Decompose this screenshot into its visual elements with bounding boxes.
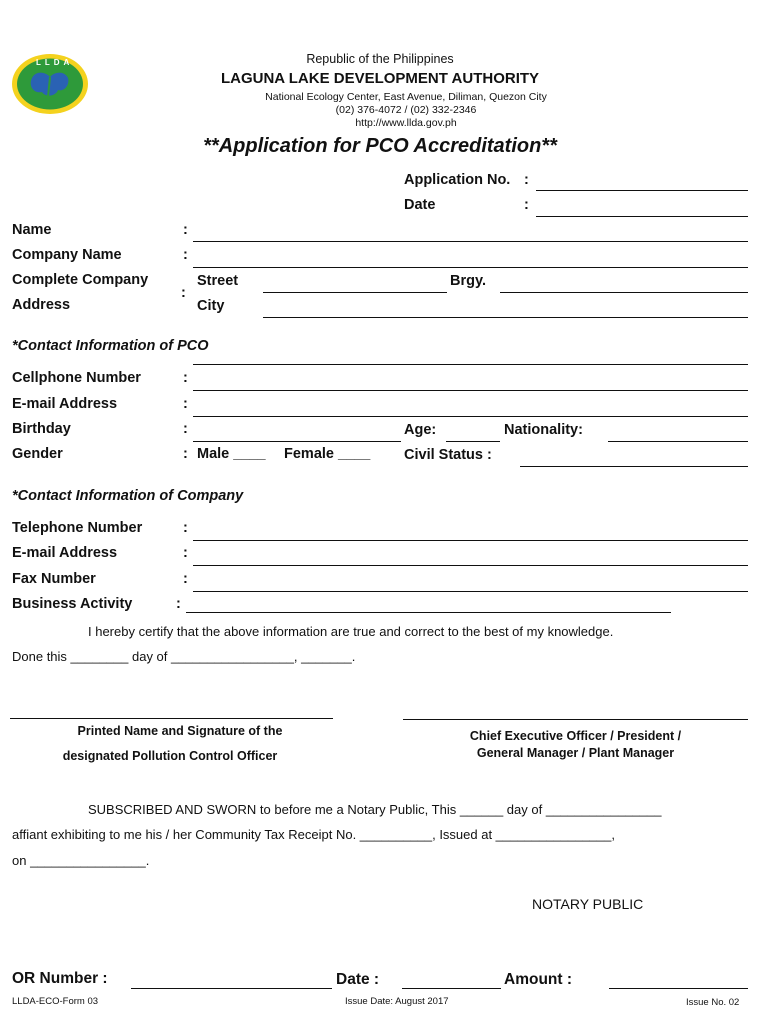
footer-date-label: Date : — [336, 971, 380, 988]
birthday-label: Birthday — [12, 421, 71, 437]
agency-address: National Ecology Center, East Avenue, Diliman, Quezon City — [265, 91, 547, 103]
business-activity-label: Business Activity — [12, 596, 133, 612]
pco-signature-caption-1: Printed Name and Signature of the — [77, 724, 283, 738]
pco-signature-caption-2: designated Pollution Control Officer — [62, 749, 278, 763]
agency-website: http://www.llda.gov.ph — [355, 117, 457, 129]
colon: : — [183, 396, 188, 412]
footer-date-field[interactable] — [402, 988, 501, 989]
company-name-field[interactable] — [193, 267, 748, 268]
telephone-label: Telephone Number — [12, 520, 143, 536]
or-number-label: OR Number : — [12, 970, 108, 987]
or-number-field[interactable] — [131, 988, 332, 989]
company-email-label: E-mail Address — [12, 545, 118, 561]
street-label: Street — [197, 273, 239, 289]
business-activity-field[interactable] — [186, 612, 671, 613]
name-label: Name — [12, 222, 52, 238]
notary-public-label: NOTARY PUBLIC — [532, 896, 644, 912]
ceo-signature-line[interactable] — [403, 719, 748, 720]
company-email-field[interactable] — [193, 565, 748, 566]
pco-section-title: *Contact Information of PCO — [12, 338, 209, 354]
ceo-signature-caption-2: General Manager / Plant Manager — [476, 746, 675, 760]
agency-phone: (02) 376-4072 / (02) 332-2346 — [335, 104, 477, 116]
date-label: Date — [404, 197, 436, 213]
colon: : — [183, 446, 188, 462]
gender-label: Gender — [12, 446, 63, 462]
fax-field[interactable] — [193, 591, 748, 592]
certify-statement: I hereby certify that the above information are true and correct to the best of my knowledge. — [88, 624, 614, 639]
issue-no: Issue No. 02 — [686, 997, 740, 1008]
form-code: LLDA-ECO-Form 03 — [12, 996, 99, 1007]
city-label: City — [197, 298, 225, 314]
colon: : — [183, 571, 188, 587]
logo-lettering: LLDA — [36, 58, 74, 67]
city-field[interactable] — [263, 317, 748, 318]
street-field[interactable] — [263, 292, 447, 293]
nationality-label: Nationality: — [504, 422, 583, 438]
colon: : — [183, 370, 188, 386]
done-this-line: Done this ________ day of _________________, _______. — [12, 649, 356, 664]
age-field[interactable] — [446, 441, 500, 442]
agency-name: LAGUNA LAKE DEVELOPMENT AUTHORITY — [220, 70, 540, 87]
company-section-title: *Contact Information of Company — [12, 488, 244, 504]
notary-line-3: on ________________. — [12, 853, 150, 868]
cellphone-field[interactable] — [193, 390, 748, 391]
pco-signature-line[interactable] — [10, 718, 333, 719]
address-label: Address — [12, 297, 71, 313]
issue-date: Issue Date: August 2017 — [345, 996, 449, 1007]
colon: : — [176, 596, 181, 612]
telephone-field[interactable] — [193, 540, 748, 541]
colon: : — [183, 421, 188, 437]
civil-status-label: Civil Status : — [404, 447, 492, 463]
pco-email-field[interactable] — [193, 416, 748, 417]
pco-extra-line[interactable] — [193, 364, 748, 365]
cellphone-label: Cellphone Number — [12, 370, 141, 386]
civil-status-field[interactable] — [520, 466, 748, 467]
form-title: **Application for PCO Accreditation** — [203, 135, 557, 157]
notary-line-2: affiant exhibiting to me his / her Community Tax Receipt No. __________, Issued at ________________, — [12, 827, 615, 842]
colon: : — [183, 520, 188, 536]
nationality-field[interactable] — [608, 441, 748, 442]
colon: : — [181, 285, 186, 301]
company-name-label: Company Name — [12, 247, 122, 263]
brgy-field[interactable] — [500, 292, 748, 293]
colon: : — [183, 545, 188, 561]
colon: : — [524, 197, 529, 213]
brgy-label: Brgy. — [450, 273, 486, 289]
republic-text: Republic of the Philippines — [306, 52, 454, 66]
amount-field[interactable] — [609, 988, 748, 989]
date-field[interactable] — [536, 216, 748, 217]
pco-email-label: E-mail Address — [12, 396, 118, 412]
colon: : — [524, 172, 529, 188]
notary-line-1: SUBSCRIBED AND SWORN to before me a Notary Public, This ______ day of ________________ — [88, 802, 662, 817]
fax-label: Fax Number — [12, 571, 96, 587]
name-field[interactable] — [193, 241, 748, 242]
complete-company-label: Complete Company — [12, 272, 149, 288]
male-option[interactable]: Male ____ — [197, 446, 266, 462]
application-no-label: Application No. — [404, 172, 511, 188]
application-no-field[interactable] — [536, 190, 748, 191]
amount-label: Amount : — [504, 971, 573, 988]
birthday-field[interactable] — [193, 441, 401, 442]
colon: : — [183, 247, 188, 263]
ceo-signature-caption-1: Chief Executive Officer / President / — [469, 729, 682, 743]
female-option[interactable]: Female ____ — [284, 446, 371, 462]
colon: : — [183, 222, 188, 238]
age-label: Age: — [404, 422, 437, 438]
